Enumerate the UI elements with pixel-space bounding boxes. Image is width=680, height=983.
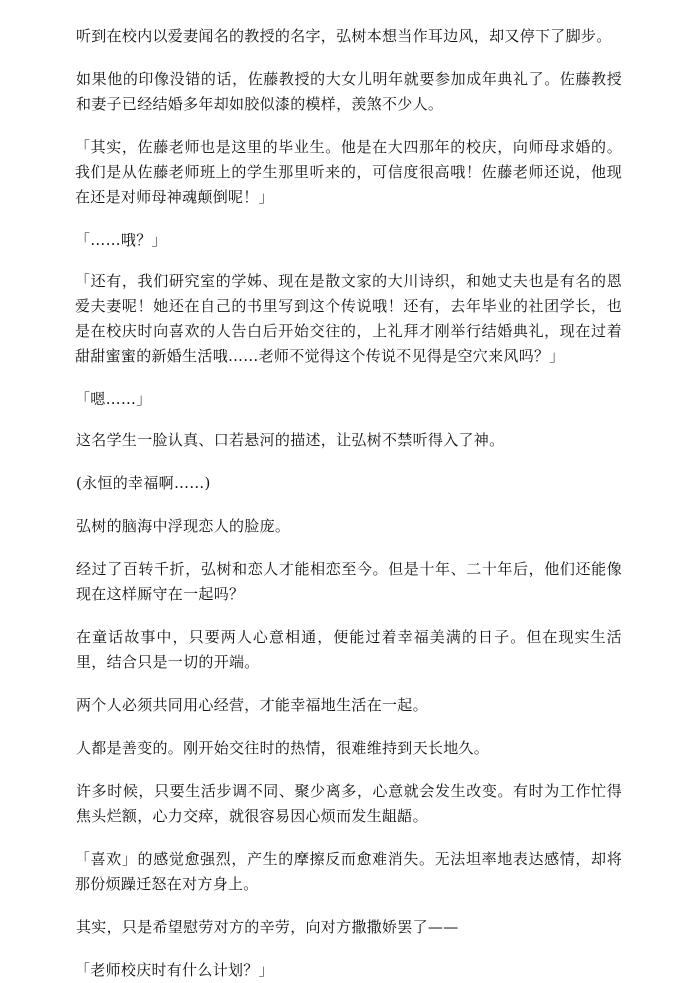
paragraph-17: 「老师校庆时有什么计划？」: [75, 961, 274, 979]
paragraph-12: 两个人必须共同用心经营，才能幸福地生活在一起。: [76, 696, 428, 714]
paragraph-4: 「……哦？」: [75, 231, 167, 249]
paragraph-2: 如果他的印像没错的话，佐藤教授的大女儿明年就要参加成年典礼了。佐藤教授和妻子已经结婚多年却如胶似漆的模样，羡煞不少人。: [76, 70, 622, 113]
paragraph-6: 「嗯……」: [75, 390, 152, 408]
paragraph-10: 经过了百转千折，弘树和恋人才能相恋至今。但是十年、二十年后，他们还能像现在这样厮守在一起吗？: [76, 560, 622, 603]
paragraph-9: 弘树的脑海中浮现恋人的脸庞。: [76, 517, 291, 535]
paragraph-3: 「其实，佐藤老师也是这里的毕业生。他是在大四那年的校庆，向师母求婚的。我们是从佐藤老师班上的学生那里听来的，可信度很高哦！佐藤老师还说，他现在还是对师母神魂颠倒呢！」: [75, 138, 622, 206]
paragraph-7: 这名学生一脸认真、口若悬河的描述，让弘树不禁听得入了神。: [76, 431, 505, 449]
paragraph-5: 「还有，我们研究室的学姊、现在是散文家的大川诗织，和她丈夫也是有名的恩爱夫妻呢！她还在自己的书里写到这个传说哦！还有，去年毕业的社团学长，也是在校庆时向喜欢的人告白后开始交往的，上礼拜才刚举行结婚典礼，现在过着甜甜蜜蜜的新婚生活哦……老师不觉得这个传说不见得是空穴来风吗？」: [75, 272, 622, 365]
paragraph-15: 「喜欢」的感觉愈强烈，产生的摩擦反而愈难消失。无法坦率地表达感情，却将那份烦躁迁怒在对方身上。: [75, 850, 622, 893]
paragraph-11: 在童话故事中，只要两人心意相通，便能过着幸福美满的日子。但在现实生活里，结合只是一切的开端。: [76, 628, 622, 671]
paragraph-16: 其实，只是希望慰劳对方的辛劳，向对方撒撒娇罢了——: [76, 918, 459, 936]
paragraph-14: 许多时候，只要生活步调不同、聚少离多，心意就会发生改变。有时为工作忙得焦头烂额，心力交瘁，就很容易因心烦而发生龃龉。: [76, 782, 622, 825]
paragraph-13: 人都是善变的。刚开始交往时的热情，很难维持到天长地久。: [76, 739, 490, 757]
paragraph-1: 听到在校内以爱妻闻名的教授的名字，弘树本想当作耳边风，却又停下了脚步。: [76, 27, 612, 45]
paragraph-8: (永恒的幸福啊……): [76, 474, 211, 492]
